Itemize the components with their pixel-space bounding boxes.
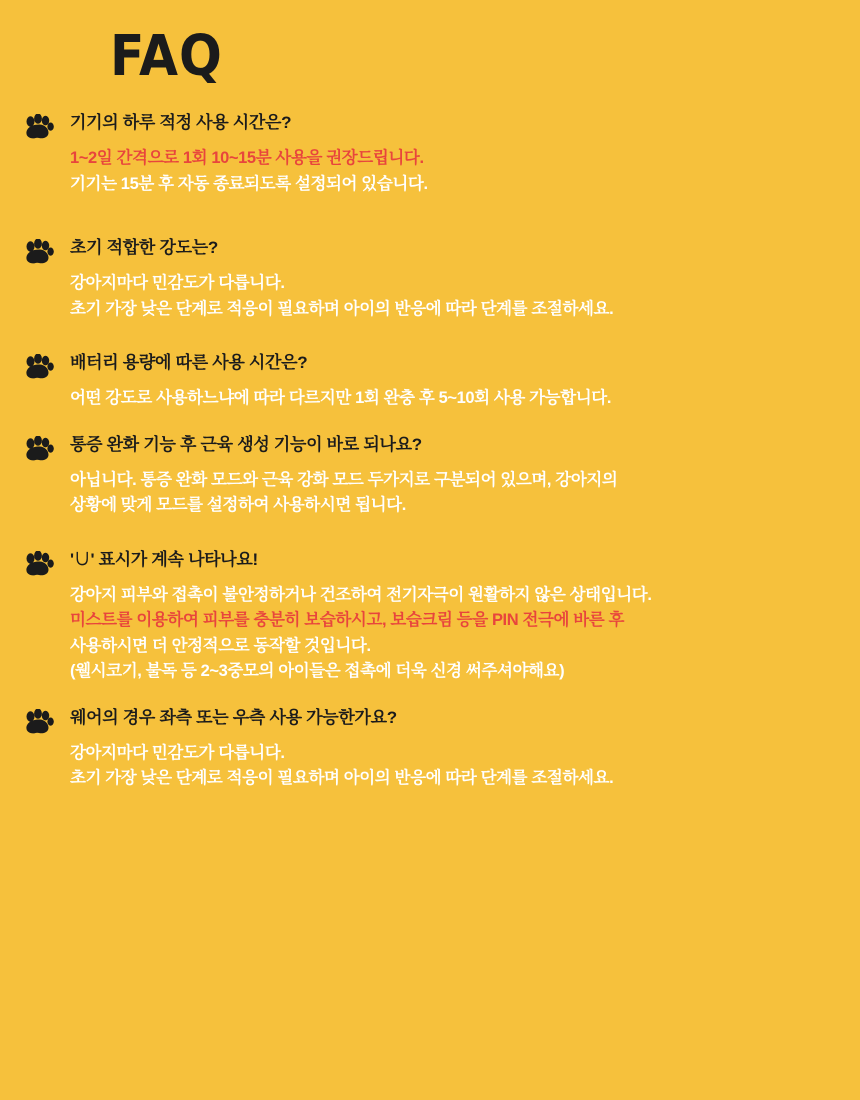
faq-answer-line: 상황에 맞게 모드를 설정하여 사용하시면 됩니다. xyxy=(70,496,406,515)
faq-item xyxy=(0,112,860,197)
faq-answer-line: 기기는 15분 후 자동 종료되도록 설정되어 있습니다. xyxy=(70,174,428,193)
faq-item xyxy=(0,237,860,322)
paw-icon xyxy=(24,436,54,462)
faq-list xyxy=(0,112,860,814)
faq-answer-line: 1~2일 간격으로 1회 10~15분 사용을 권장드립니다. xyxy=(70,148,424,167)
faq-question: 배터리 용량에 따른 사용 시간은? xyxy=(70,353,308,373)
faq-question: 기기의 하루 적정 사용 시간은? xyxy=(70,113,292,132)
faq-question: 통증 완화 기능 후 근육 생성 기능이 바로 되나요? xyxy=(70,434,422,454)
faq-item xyxy=(0,434,860,519)
paw-icon xyxy=(24,709,54,735)
faq-answer-line: 강아지마다 민감도가 다릅니다. xyxy=(70,274,285,292)
faq-answer-line: 강아지 피부와 접촉이 불안정하거나 건조하여 전기자극이 원활하지 않은 상태입니다. xyxy=(70,585,652,604)
paw-icon xyxy=(24,551,54,577)
faq-answer xyxy=(70,146,832,197)
faq-answer-line: 아닙니다. 통증 완화 모드와 근육 강화 모드 두가지로 구분되어 있으며, 강아지의 xyxy=(70,470,618,489)
faq-question: 웨어의 경우 좌측 또는 우측 사용 가능한가요? xyxy=(70,707,397,727)
faq-answer xyxy=(70,468,832,519)
paw-icon xyxy=(24,114,54,140)
faq-answer-line: 미스트를 이용하여 피부를 충분히 보습하시고, 보습크림 등을 PIN 전극에 바른 후 xyxy=(70,611,625,630)
faq-answer-line: 사용하시면 더 안정적으로 동작할 것입니다. xyxy=(70,636,371,655)
faq-question: '∪' 표시가 계속 나타나요! xyxy=(70,549,258,569)
faq-answer xyxy=(70,741,832,792)
faq-answer-line: (웰시코기, 불독 등 2~3중모의 아이들은 접촉에 더욱 신경 써주셔야해요) xyxy=(70,662,565,681)
faq-item xyxy=(0,352,860,412)
faq-answer xyxy=(70,386,832,412)
faq-question: 초기 적합한 강도는? xyxy=(70,238,218,258)
faq-answer xyxy=(70,271,832,322)
faq-answer-line: 어떤 강도로 사용하느냐에 따라 다르지만 1회 완충 후 5~10회 사용 가능합니다. xyxy=(70,389,611,408)
faq-answer-line: 초기 가장 낮은 단계로 적응이 필요하며 아이의 반응에 따라 단계를 조절하세요. xyxy=(70,769,614,788)
faq-answer xyxy=(70,583,832,685)
paw-icon xyxy=(24,354,54,380)
faq-item xyxy=(0,549,860,685)
faq-answer-line: 초기 가장 낮은 단계로 적응이 필요하며 아이의 반응에 따라 단계를 조절하세요. xyxy=(70,299,614,318)
page-title: FAQ xyxy=(110,24,223,89)
paw-icon xyxy=(24,239,54,265)
faq-item xyxy=(0,707,860,792)
faq-answer-line: 강아지마다 민감도가 다릅니다. xyxy=(70,743,285,762)
